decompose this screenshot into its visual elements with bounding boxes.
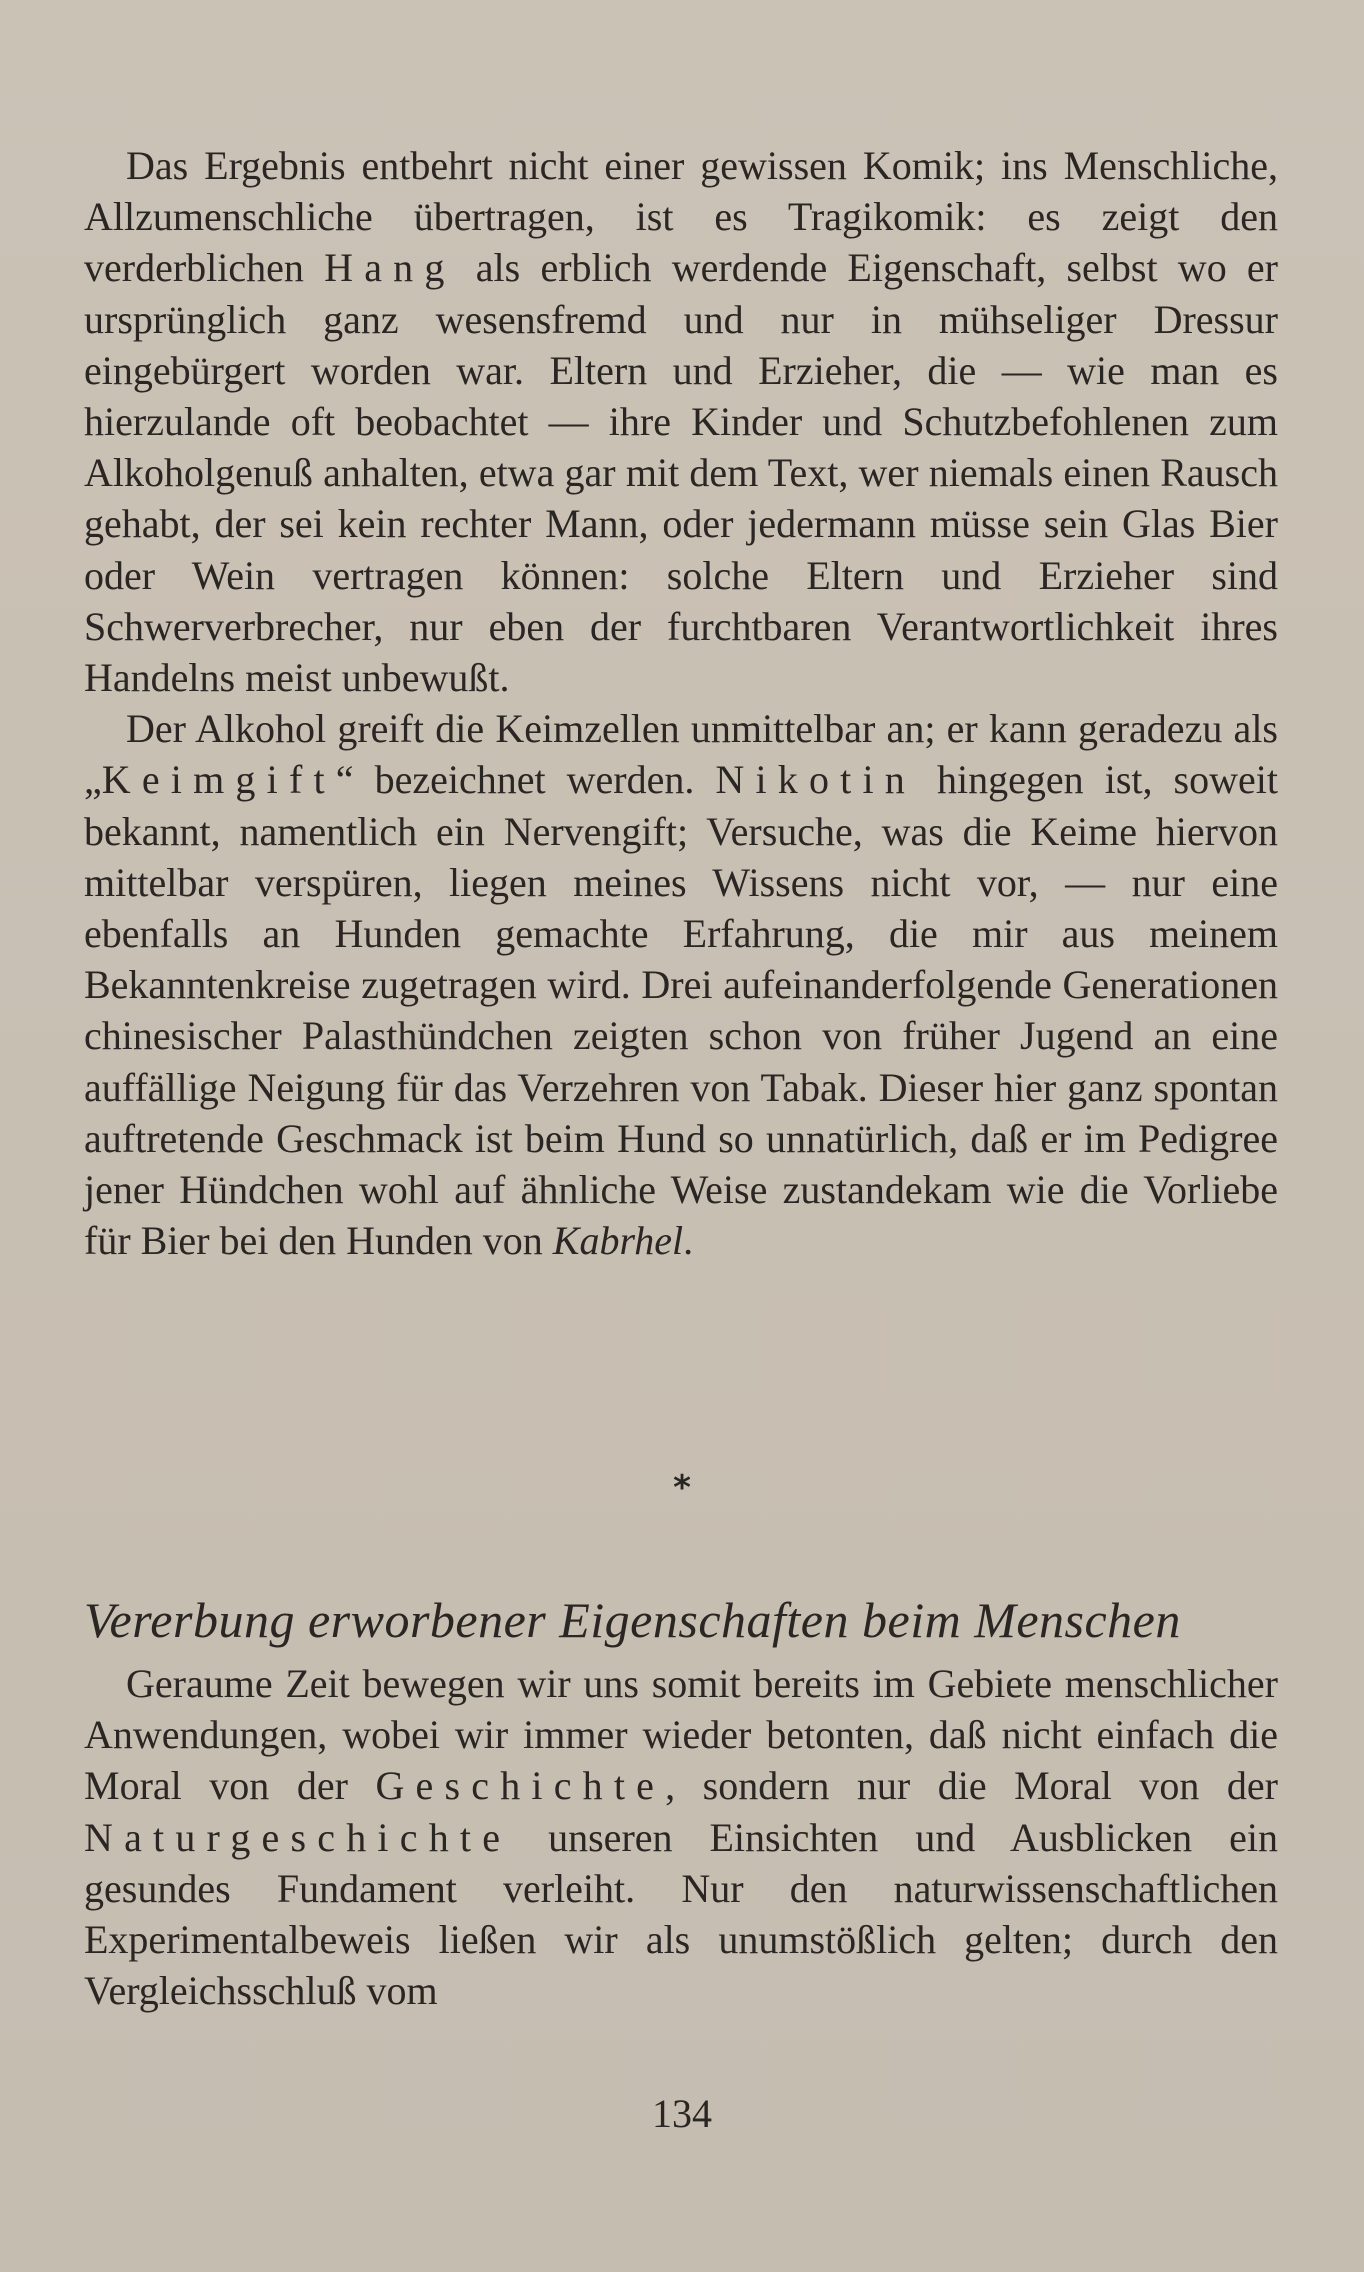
paragraph-text: als erblich werdende Eigenschaft, selbst wo er ursprünglich ganz wesensfremd und nur in mühseliger Dressur eingebürgert worden war. Eltern und Erzieher, die — wie man es hierzulande oft beobachtet — ihre Kinder und Schutzbefohlenen zum Alkoholgenuß anhalten, etwa gar mit dem Text, wer niemals einen Rausch gehabt, der sei kein rechter Mann, oder jedermann müsse sein Glas Bier oder Wein vertragen können: solche Eltern und Erzieher sind Schwerverbrecher, nur eben der furchtbaren Verantwortlichkeit ihres Handelns meist unbewußt. [84, 245, 1278, 701]
paragraph-text: unseren Einsichten und Ausblicken ein gesundes Fundament verleiht. Nur den naturwissenschaftlichen Experimentalbeweis ließen wir als unumstößlich gelten; durch den Vergleichsschluß vom [84, 1814, 1278, 2014]
paragraph-alcohol-heredity [84, 140, 1278, 703]
paragraph-text: Geraume Zeit bewegen wir uns somit bereits im Gebiete menschlicher Anwendungen, wobei wir immer wieder betonten, daß nicht einfach die Moral von der [84, 1661, 1278, 1809]
paragraph-germ-poison [84, 703, 1278, 1266]
paragraph-text: Der Alkohol greift die Keimzellen unmittelbar an; er kann geradezu als „ [84, 706, 1278, 803]
paragraph-text: , sondern nur die Moral von der [665, 1763, 1279, 1809]
author-name: Kabrhel [552, 1218, 684, 1264]
text-block-lower [84, 1658, 1278, 2016]
paragraph-human-applications [84, 1658, 1278, 2016]
paragraph-text: . [683, 1218, 694, 1264]
emphasized-word: Keimgift [101, 757, 336, 803]
paragraph-text: Das Ergebnis entbehrt nicht einer gewissen Komik; ins Menschliche, Allzumenschliche übertragen, ist es Tragikomik: es zeigt den verderblichen [84, 143, 1278, 291]
paragraph-text: “ bezeichnet werden. [335, 757, 716, 803]
paragraph-text: hingegen ist, soweit bekannt, namentlich ein Nervengift; Versuche, was die Keime hiervon mittelbar verspüren, liegen meines Wissens nicht vor, — nur eine ebenfalls an Hunden gemachte Erfahrung, die mir aus meinem Bekanntenkreise zugetragen wird. Drei aufeinanderfolgende Generationen chinesischer Palasthündchen zeigten schon von früher Jugend an eine auffällige Neigung für das Verzehren von Tabak. Dieser hier ganz spontan auftretende Geschmack ist beim Hund so unnatürlich, daß er im Pedigree jener Hündchen wohl auf ähnliche Weise zustandekam wie die Vorliebe für Bier bei den Hunden von [84, 757, 1278, 1264]
page-number: 134 [652, 2091, 712, 2136]
emphasized-word: Hang [324, 245, 456, 291]
emphasized-word: Naturgeschichte [84, 1814, 512, 1860]
section-separator: * [673, 1468, 691, 1508]
emphasized-word: Nikotin [715, 757, 917, 803]
section-heading: Vererbung erworbener Eigenschaften beim Menschen [84, 1592, 1181, 1648]
text-block-upper [84, 140, 1278, 1266]
emphasized-word: Geschichte [375, 1763, 666, 1809]
